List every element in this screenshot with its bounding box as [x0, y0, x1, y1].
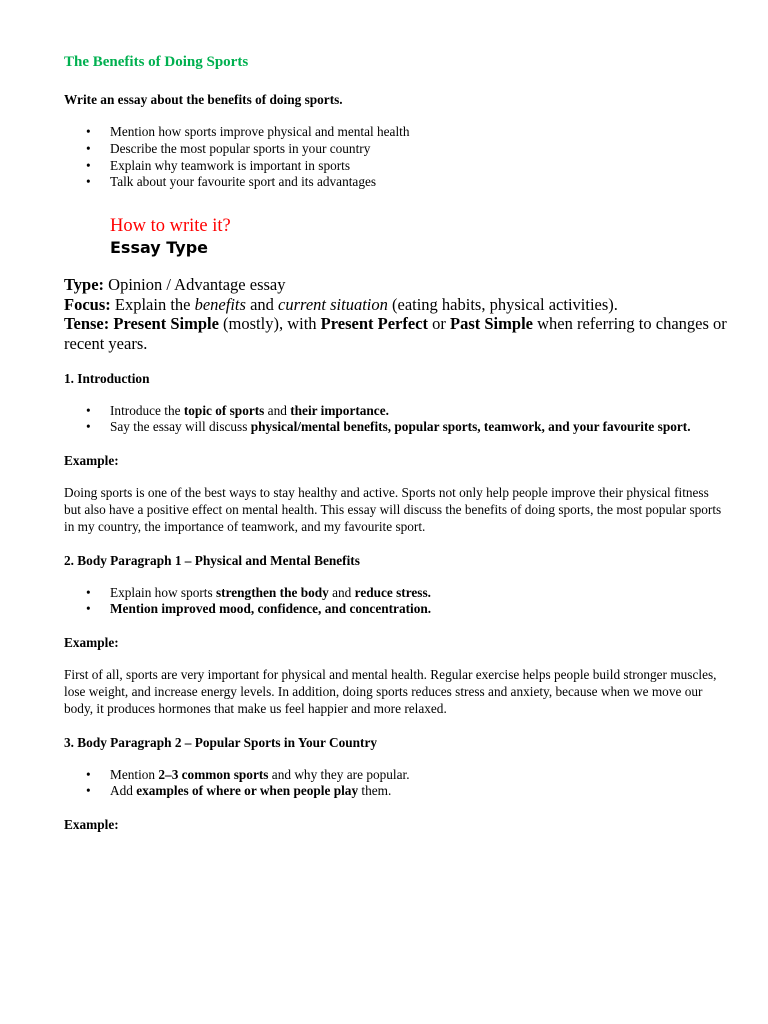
- introduction-points-list: [64, 403, 728, 437]
- example-paragraph-introduction: Doing sports is one of the best ways to stay healthy and active. Sports not only help people improve their physical fitness but also have a positive effect on mental health. This essay will discuss the benefits of doing sports, the most popular sports in my country, the importance of teamwork, and my favourite sport.: [64, 485, 722, 534]
- document-page: [64, 52, 728, 849]
- bullet-icon: •: [86, 124, 91, 139]
- list-item: • Mention improved mood, confidence, and concentration.: [86, 601, 432, 617]
- example-label: Example:: [64, 453, 119, 469]
- bullet-icon: •: [86, 601, 91, 617]
- list-item: • Talk about your favourite sport and its advantages: [86, 174, 377, 190]
- section-heading-body-2: 3. Body Paragraph 2 – Popular Sports in Your Country: [64, 734, 378, 750]
- example-label: Example:: [64, 817, 119, 833]
- list-item: • Describe the most popular sports in your country: [86, 140, 371, 156]
- body-2-points-list: [64, 767, 728, 801]
- body-1-points-list: [64, 585, 728, 619]
- type-line: Type: Opinion / Advantage essay: [64, 275, 286, 295]
- bullet-icon: •: [86, 402, 91, 418]
- section-heading-body-1: 2. Body Paragraph 1 – Physical and Mental Benefits: [64, 552, 360, 568]
- bullet-icon: •: [86, 783, 91, 799]
- example-paragraph-body-1: First of all, sports are very important for physical and mental health. Regular exercise helps people build stronger muscles, lose weight, and increase energy levels. In addition, doing sports reduces stress and anxiety, because when we move our body, it produces hormones that make us feel happier and more relaxed.: [64, 667, 717, 716]
- task-instruction: Write an essay about the benefits of doing sports.: [64, 92, 343, 107]
- bullet-icon: •: [86, 584, 91, 600]
- list-item: • Explain how sports strengthen the body and reduce stress.: [86, 584, 431, 600]
- bullet-icon: •: [86, 140, 91, 156]
- bullet-icon: •: [86, 766, 91, 782]
- bullet-icon: •: [86, 419, 91, 435]
- tense-line: Tense: Present Simple (mostly), with Present Perfect or Past Simple when referring to changes or recent years.: [64, 314, 727, 353]
- task-points-list: [64, 124, 728, 191]
- list-item: • Mention 2–3 common sports and why they are popular.: [86, 766, 410, 782]
- list-item: • Add examples of where or when people play them.: [86, 783, 392, 799]
- essay-type-heading: Essay Type: [110, 238, 209, 258]
- list-item: • Mention how sports improve physical and mental health: [86, 124, 410, 139]
- essay-info: [64, 275, 728, 353]
- document-title: The Benefits of Doing Sports: [64, 54, 249, 70]
- section-heading-introduction: 1. Introduction: [64, 370, 150, 386]
- list-item: • Say the essay will discuss physical/mental benefits, popular sports, teamwork, and your favourite sport.: [86, 419, 691, 435]
- bullet-icon: •: [86, 174, 91, 190]
- bullet-icon: •: [86, 157, 91, 173]
- focus-line: Focus: Explain the benefits and current situation (eating habits, physical activities).: [64, 294, 618, 314]
- example-label: Example:: [64, 635, 119, 651]
- list-item: • Introduce the topic of sports and their importance.: [86, 402, 389, 418]
- how-to-heading: How to write it?: [110, 216, 231, 237]
- list-item: • Explain why teamwork is important in sports: [86, 157, 351, 173]
